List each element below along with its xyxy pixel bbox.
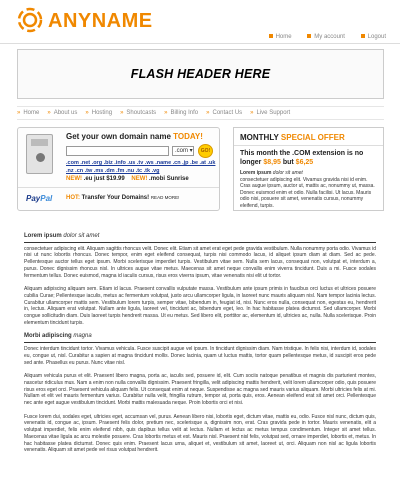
- site-logo[interactable]: [16, 6, 156, 36]
- tld-select[interactable]: .com ▾: [172, 146, 194, 156]
- content-paragraph: consectetuer adipiscing elit. Aliquam sagittis rhoncus velit. Donec elit. Etiam sit amet erat eget pede gravida vestibulum. Nulla nonummy porta odio. Vivamus id nisi ut nunc lobortis rhoncus. Donec tempor, enim eget eleifend consequat, turpis nisi commodo lacus, id aliquet ipsum diam at diam. Sed ac pede. Pellentesque auctor tellus eget ipsum. Morbi scelerisque imperdiet turpis. Vestibulum vitae sem. Nulla sem lacus, consequat non, volutpat et, interdum a, purus. Donec dignissim rhoncus nisl. In ultrices augue vitae metus. Maecenas sit amet neque convallis enim viverra tincidunt. Duis a mi. Fusce sodales fermentum tellus. Donec euismod, magna id iaculis cursus, risus eros viverra ipsum, vitae venenatis nisi elit ut tortor.: [24, 245, 376, 279]
- bullet-icon: [307, 34, 311, 38]
- nav-item-billing-info[interactable]: » Billing Info: [164, 110, 199, 116]
- top-links: [255, 34, 386, 40]
- main-content: [24, 233, 376, 461]
- nav-item-shoutcasts[interactable]: » Shoutcasts: [120, 110, 157, 116]
- server-icon: [26, 134, 53, 174]
- nav-item-home[interactable]: » Home: [17, 110, 40, 116]
- bullet-icon: [269, 34, 273, 38]
- content-heading: Lorem ipsum dolor sit amet: [24, 233, 100, 239]
- special-offer-box: [233, 127, 384, 211]
- content-paragraph: Aliquam vehicula purus et elit. Praesent libero magna, porta ac, iaculis sed, posuere id, elit. Cum sociis natoque penatibus et magnis dis parturient montes, nascetur ridiculus mus. Nam a enim non nulla convallis dignissim. Praesent fringilla, velit adipiscing mattis hendrerit, velit lorem ullamcorper odio, quis posuere risus eros eget orci. Praesent vehicula aliquam felis. Ut consequat enim at neque. Suspendisse ac magna sed mauris varius aliquam. Morbi ultricies felis at mi. Nullam et elit vel mauris fermentum varius. Curabitur nulla velit, fringilla rutrum, tempor at, porta quis, eros. Aenean eleifend erat sit amet orci. Pellentesque nec ante eget augue vestibulum tincidunt. Morbi mattis malesuada neque. Proin lobortis orci et nisi.: [24, 373, 376, 407]
- nav-item-about-us[interactable]: » About us: [47, 110, 78, 116]
- flash-header: [17, 49, 384, 99]
- special-offer-text: Lorem ipsum dolor sit amet consectetuer adipiscing elit. Vivamus gravida nisi id enim. Cras augue ipsum, auctor ut, mattis ac, nonummy ut, massa. Donec euismod enim et odio. Nulla facilisi. Ut lacus. Mauris odio nisi, posuere sit amet, venenatis cursus, nonummy eleifend, turpis.: [240, 170, 375, 209]
- nav-item-hosting[interactable]: » Hosting: [85, 110, 113, 116]
- nav-item-live-support[interactable]: » Live Support: [250, 110, 291, 116]
- paypal-logo: PayPal: [26, 194, 53, 203]
- go-button[interactable]: GO!: [198, 144, 213, 158]
- content-divider: [24, 242, 376, 243]
- arrow-icon: »: [250, 110, 254, 116]
- domain-promos: NEW! .eu just $19.99 NEW! .mobi Sunrise: [66, 176, 189, 182]
- special-offer-title: MONTHLY SPECIAL OFFER: [234, 128, 383, 146]
- content-paragraph: Donec interdum tincidunt tortor. Vivamus vehicula. Fusce suscipit augue vel ipsum. In tincidunt dignissim diam. Nam tristique. In felis nisi, interdum id, sodales eu, congue ut, nisl. Curabitur a sapien at magna tincidunt mollis. Donec lacinia, quam ut luctus mattis, tortor quam pellentesque metus, id suscipit eros pede sed ante. Phasellus eu purus. Nunc vitae nisl.: [24, 346, 376, 366]
- top-link-my-account[interactable]: My account: [307, 34, 345, 40]
- read-more-link[interactable]: READ MORE!: [150, 195, 180, 200]
- arrow-icon: »: [47, 110, 51, 116]
- logo-icon: [16, 6, 44, 34]
- arrow-icon: »: [17, 110, 21, 116]
- tld-list[interactable]: .com .net .org .biz .info .us .tv .ws .name .cn .jp .be .at .uk .nz .cn .tw .ms .dm .fm .nu .tc .tk .vg: [66, 160, 216, 174]
- domain-search-input[interactable]: [66, 146, 169, 156]
- domain-search-box: [17, 127, 220, 211]
- main-nav: [17, 106, 384, 120]
- domain-search-title: Get your own domain name TODAY!: [66, 132, 203, 141]
- top-link-logout[interactable]: Logout: [361, 34, 386, 40]
- nav-item-contact-us[interactable]: » Contact Us: [206, 110, 243, 116]
- logo-text: ANYNAME: [48, 10, 153, 32]
- content-heading: Morbi adipiscing magna: [24, 333, 92, 340]
- domain-box-divider: [18, 187, 219, 188]
- flash-header-title: FLASH HEADER HERE: [130, 67, 271, 81]
- bullet-icon: [361, 34, 365, 38]
- promo-eu[interactable]: .eu just $19.99: [83, 176, 125, 182]
- arrow-icon: »: [164, 110, 168, 116]
- arrow-icon: »: [120, 110, 124, 116]
- arrow-icon: »: [206, 110, 210, 116]
- arrow-icon: »: [85, 110, 89, 116]
- header-divider: [0, 43, 400, 44]
- transfer-domains-link[interactable]: HOT: Transfer Your Domains! READ MORE!: [66, 195, 180, 201]
- special-offer-headline: This month the .COM extension is no longer $8,95 but $6,25: [240, 150, 364, 166]
- content-paragraph: Fusce lorem dui, sodales eget, ultricies eget, accumsan vel, purus. Aenean libero nisi, lobortis eget, dictum vitae, mattis eu, odio. Fusce nisl nunc, dictum quis, venenatis id, congue ac, ipsum. Praesent felis dolor, pretium nec, scelerisque a, dignissim non, erat. Cras gravida pede in tortor. Mauris venenatis, elit a volutpat imperdiet, felis enim eleifend nibh, quis dapibus tellus velit at lectus. Nullam et lectus ac metus tempus condimentum. Integer sit amet tellus. Maecenas vitae ligula ac arcu molestie posuere. Cras lobortis metus et est. Mauris nisl. Praesent nisl felis, volutpat sed, ornare imperdiet, lobortis et, metus. In hac habitasse platea dictumst. Donec quis enim. Praesent lacus urna, aliquet et, vestibulum sit amet, laoreet ut, orci. Aliquam non nisl ac ligula lobortis venenatis. Aliquam sit amet pede vel risus volutpat hendrerit.: [24, 413, 376, 454]
- promo-mobi[interactable]: .mobi Sunrise: [149, 176, 189, 182]
- content-divider: [24, 342, 376, 343]
- content-paragraph: Aliquam adipiscing aliquam sem. Etiam id lacus. Praesent convallis vulputate massa. Vestibulum ante ipsum primis in faucibus orci luctus et ultrices posuere cubilia Curae; Pellentesque iaculis, metus ac fermentum volutpat, justo arcu ullamcorper ligula, in laoreet nunc mauris aliquam nisl. Nam tempor lacinia lectus. Curabitur ullamcorper mattis sem. Vestibulum lorem turpis, semper vitae, bibendum in, feugiat id, nisi. Nunc eros nulla, consequat non, egestas eu, hendrerit in, lectus. Aliquam erat volutpat. Nullam ante ligula, laoreet vel, tincidunt ac, bibendum eget, leo. In hac habitasse platea dictumst. Sed ullamcorper. Morbi congue sollicitudin diam. Duis laoreet turpis hendrerit massa. Ut eu metus. Sed libero elit, porttitor ac, elementum id, ultricies ac, nulla. Nulla scelerisque. Proin elementum tincidunt turpis.: [24, 286, 376, 326]
- top-link-home[interactable]: Home: [269, 34, 292, 40]
